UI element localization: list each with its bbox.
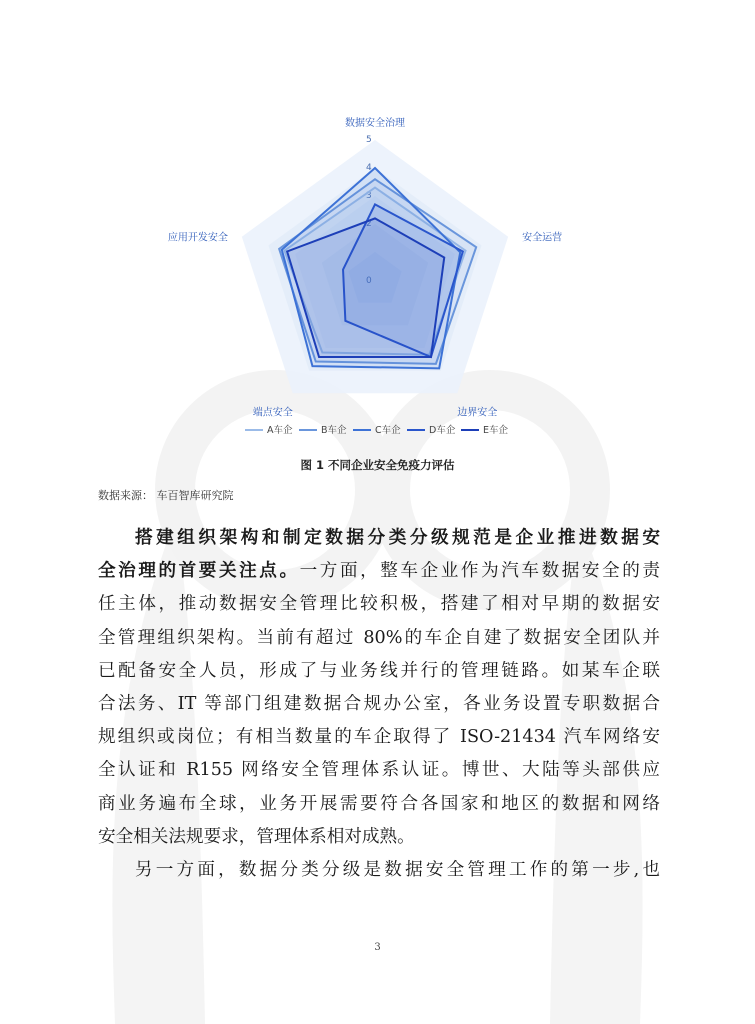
paragraph-1-line: 全治理的首要关注点。一方面，整车企业作为汽车数据安全的责: [98, 561, 660, 582]
scale-tick-label: 3: [366, 191, 372, 201]
scale-tick-label: 4: [366, 163, 372, 173]
legend-label: B车企: [321, 425, 347, 436]
paragraph-2-line: 另一方面，数据分类分级是数据安全管理工作的第一步,也: [135, 859, 660, 880]
axis-label: 安全运营: [522, 232, 563, 244]
legend-label: C车企: [375, 425, 401, 436]
axis-label: 数据安全治理: [345, 118, 405, 129]
scale-tick-label: 2: [366, 219, 372, 229]
legend-label: A车企: [267, 425, 293, 436]
paragraph-1-line: 全认证和 R155 网络安全管理体系认证。博世、大陆等头部供应: [98, 760, 660, 781]
paragraph-1-line: 规组织或岗位；有相当数量的车企取得了 ISO-21434 汽车网络安: [98, 727, 660, 748]
radar-chart: [130, 108, 600, 458]
legend-label: D车企: [429, 425, 456, 436]
axis-label: 边界安全: [457, 407, 498, 419]
scale-tick-label: 0: [366, 276, 372, 286]
paragraph-1-line: 任主体，推动数据安全管理比较积极，搭建了相对早期的数据安: [98, 594, 660, 615]
figure-caption: 图 1 不同企业安全免疫力评估: [300, 458, 455, 472]
axis-label: 应用开发安全: [167, 232, 228, 244]
paragraph-1-line: 合法务、IT 等部门组建数据合规办公室，各业务设置专职数据合: [98, 693, 660, 714]
paragraph-1-line: 已配备安全人员，形成了与业务线并行的管理链路。如某车企联: [98, 660, 660, 681]
radar-svg: [130, 108, 600, 458]
paragraph-1-line: 搭建组织架构和制定数据分类分级规范是企业推进数据安: [135, 528, 660, 548]
legend-label: E车企: [483, 425, 509, 436]
body-text: [98, 522, 660, 887]
paragraph-1-line: 安全相关法规要求，管理体系相对成熟。: [98, 826, 415, 847]
scale-tick-label: 5: [366, 135, 372, 145]
data-source: 数据来源： 车百智库研究院: [98, 489, 234, 502]
paragraph-1-line: 全管理组织架构。当前有超过 80%的车企自建了数据安全团队并: [98, 627, 660, 648]
axis-label: 端点安全: [252, 407, 293, 419]
page-number: 3: [374, 942, 381, 953]
paragraph-1-line: 商业务遍布全球，业务开展需要符合各国家和地区的数据和网络: [98, 793, 660, 814]
